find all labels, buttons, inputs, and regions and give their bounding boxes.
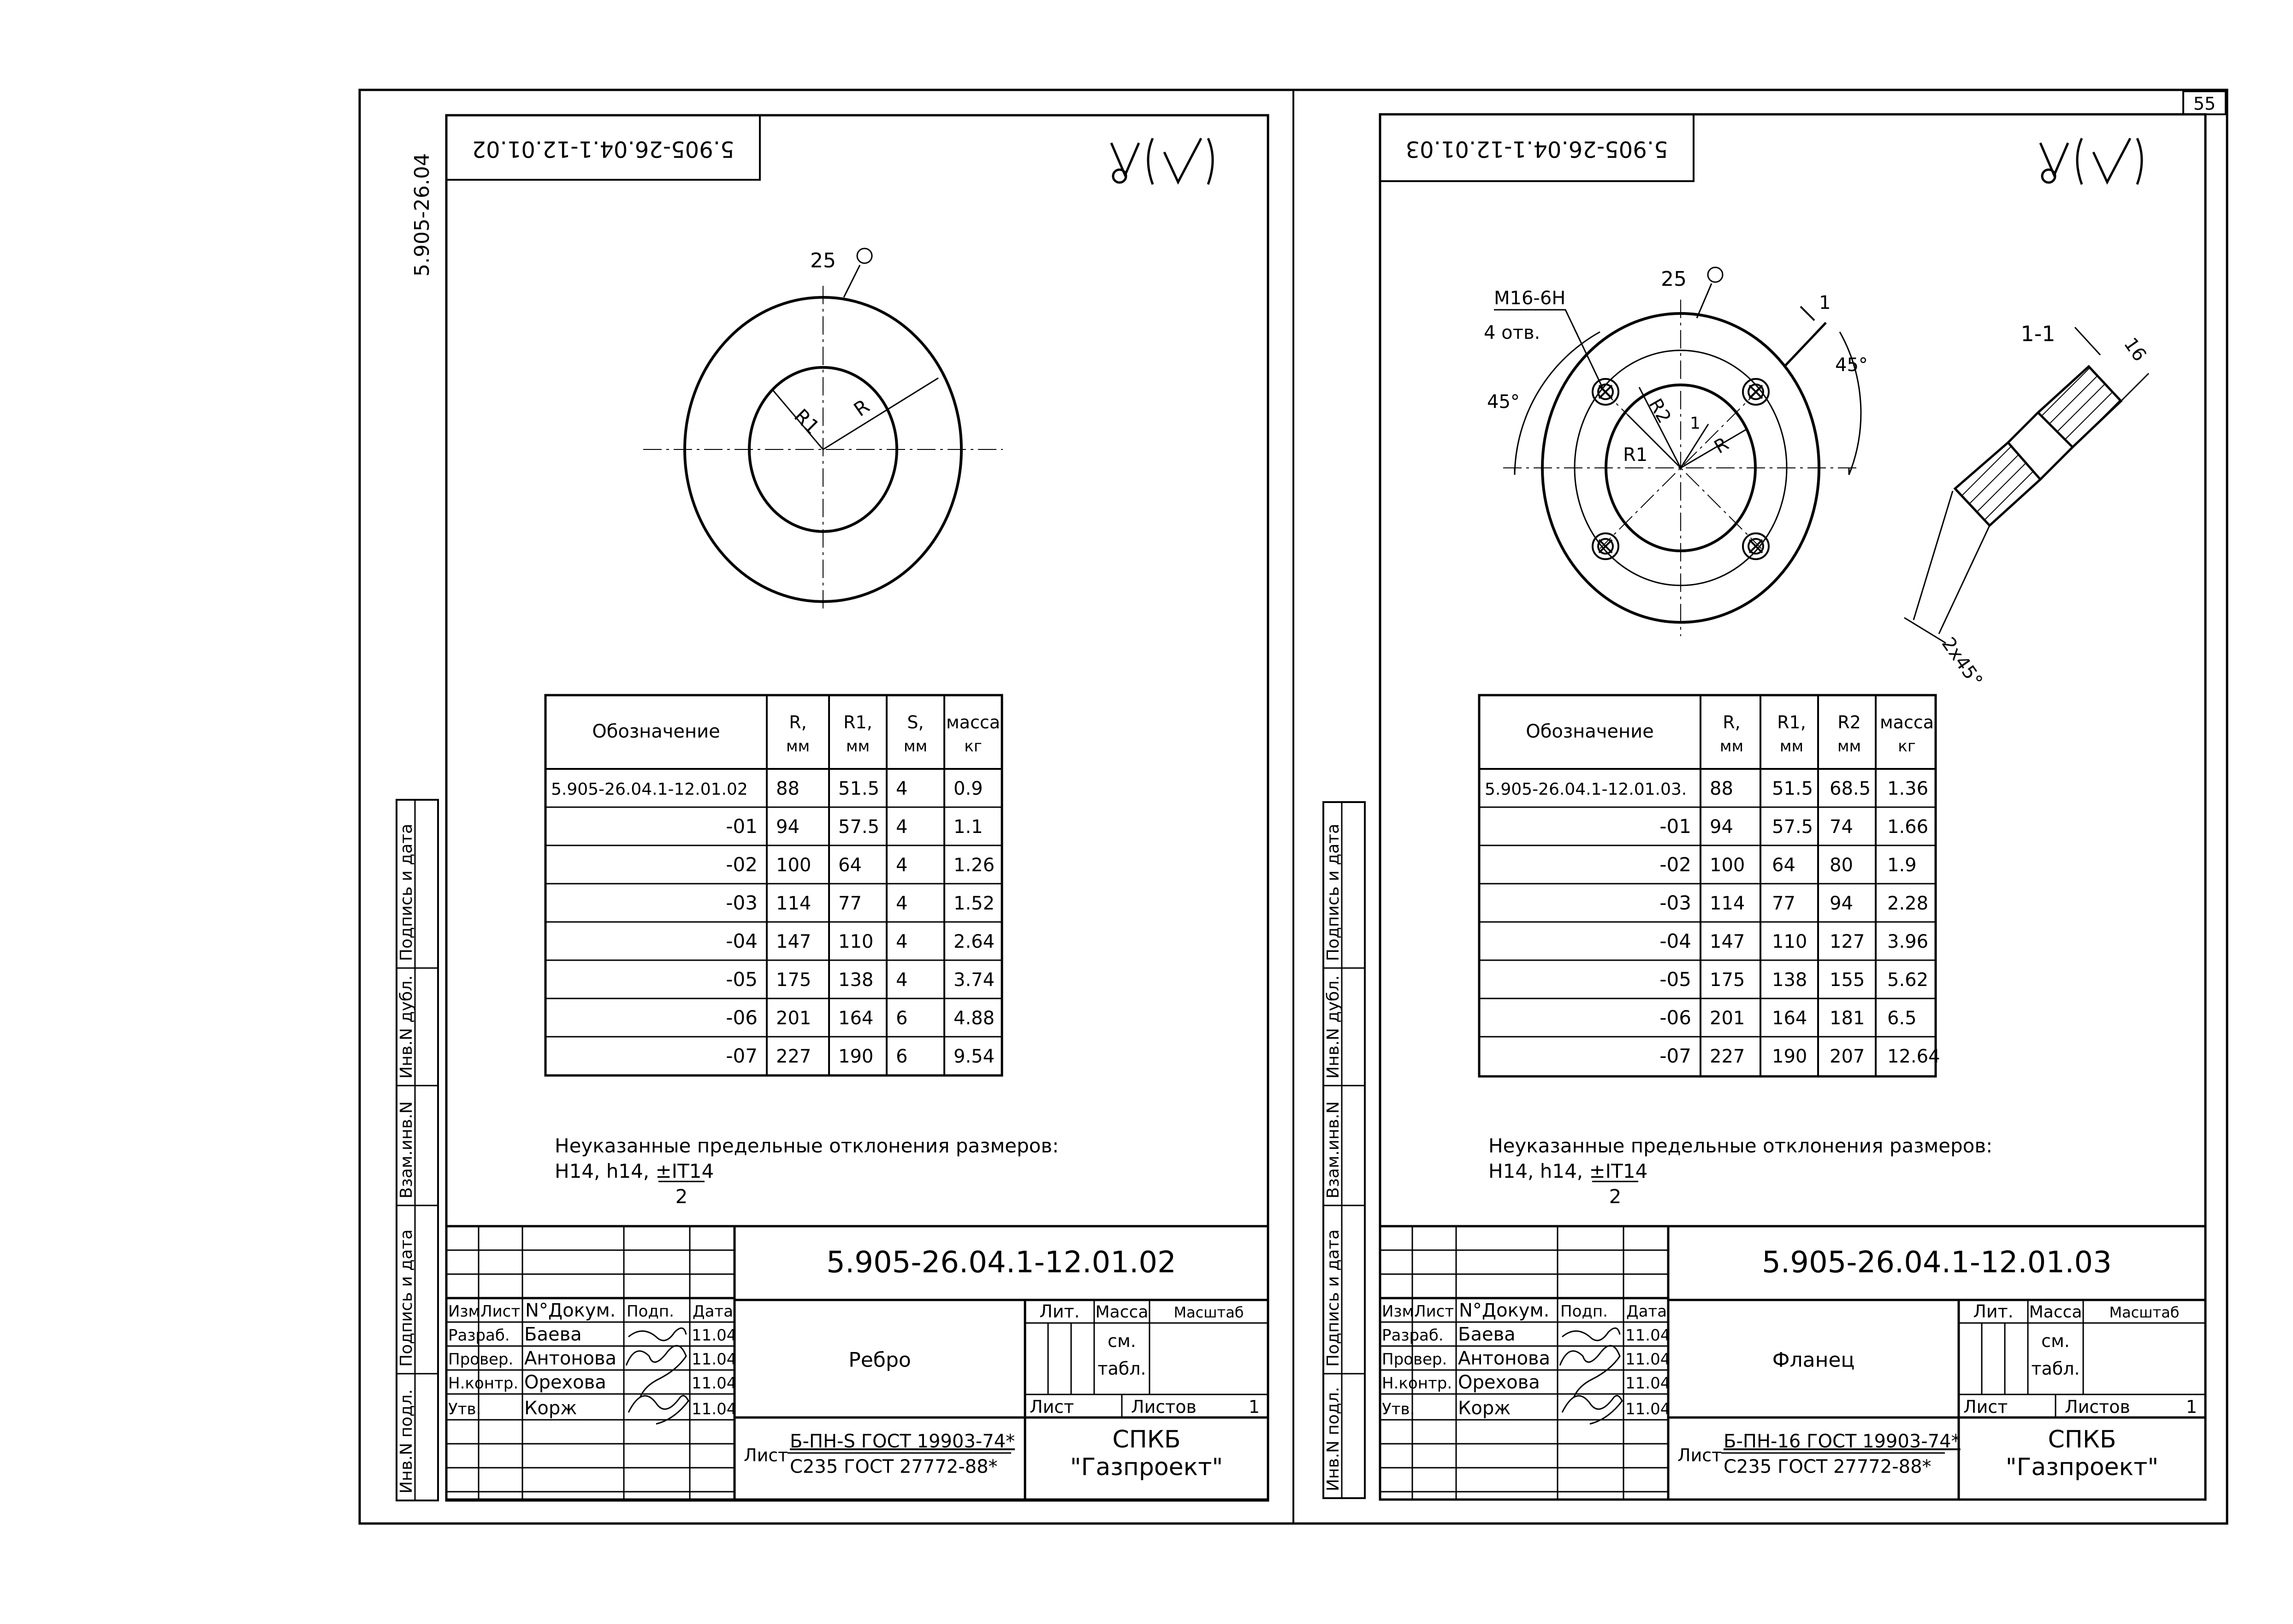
table-cell: 12.64 [1887,1046,1940,1067]
table-cell-designation: -06 [726,1006,758,1029]
table-cell-designation: 5.905-26.04.1-12.01.03. [1485,780,1687,799]
title-block-head: Лист [1414,1302,1454,1321]
table-cell: 3.74 [954,969,995,991]
title-block-date: 11.04 [1625,1374,1671,1393]
table-cell: 77 [1772,893,1795,914]
table-cell-designation: -01 [1659,815,1691,838]
table-cell: 127 [1830,931,1865,952]
table-cell: 227 [1710,1046,1745,1067]
table-cell: 100 [776,855,812,876]
table-cell: 175 [776,969,812,991]
table-header: R1, [1777,712,1806,732]
table-cell: 1.66 [1887,816,1929,838]
title-block-material: С235 ГОСТ 27772-88* [790,1456,998,1477]
table-cell: 201 [776,1008,812,1029]
right-angle-left: 45° [1487,391,1520,413]
table-cell-designation: -07 [726,1045,758,1067]
table-cell-designation: -04 [1659,930,1691,952]
table-header-unit: мм [1837,737,1861,756]
right-drawing [1323,114,2205,1500]
title-block-lit: Лит. [1039,1301,1080,1322]
title-block-material: Б-ПН-S ГОСТ 19903-74* [790,1431,1015,1452]
title-block-date: 11.04 [692,1326,737,1345]
table-cell: 114 [776,893,812,914]
stamp-label: Взам.инв.N [1324,1101,1343,1199]
left-drawing [397,115,1268,1500]
table-cell-designation: -03 [1659,892,1691,914]
table-cell: 147 [776,931,812,952]
right-flange-drawing [1494,267,1861,636]
title-block-date: 11.04 [692,1350,737,1369]
title-block-sheet: Лист [1963,1397,2008,1417]
title-block-role: Утв. [1382,1400,1415,1418]
table-cell: 1.52 [954,893,995,914]
table-cell: 2.28 [1887,893,1929,914]
table-cell-designation: -02 [1659,853,1691,876]
table-header-unit: кг [964,737,982,756]
right-stamp-strip [1323,802,1365,1498]
right-r2-label: R2 [1644,395,1675,427]
table-cell: 4 [896,931,908,952]
table-cell: 2.64 [954,931,995,952]
table-cell: 190 [838,1046,874,1067]
table-cell: 94 [776,816,800,838]
table-cell-designation: -07 [1659,1045,1691,1067]
table-cell: 4 [896,969,908,991]
right-roughness-symbol [2040,138,2142,184]
table-cell: 114 [1710,893,1745,914]
table-cell-designation: -05 [1659,968,1691,991]
table-cell: 201 [1710,1008,1745,1029]
table-header-unit: мм [1719,737,1744,756]
title-block-role: Провер. [448,1350,514,1369]
title-block-mass-value: см. [2041,1331,2070,1351]
right-r1-label: R1 [1623,444,1648,466]
table-cell: 138 [838,969,874,991]
title-block-org: "Газпроект" [2005,1453,2159,1481]
table-header-unit: мм [1779,737,1804,756]
right-note-fraction: 2 [1609,1185,1622,1208]
title-block-person: Баева [524,1324,582,1345]
table-header-unit: мм [903,737,928,756]
right-note-line2: H14, h14, ±IT14 [1488,1160,1648,1182]
title-block-sheet: Лист [1030,1397,1074,1417]
table-cell: 110 [838,931,874,952]
title-block-scale: Масштаб [1173,1304,1244,1321]
table-cell: 64 [1772,855,1795,876]
table-header: R, [789,712,807,732]
left-title-block [446,1226,1268,1500]
title-block-head: Дата [693,1302,734,1321]
table-cell-designation: -05 [726,968,758,991]
right-data-table [1479,695,1940,1076]
title-block-date: 11.04 [1625,1326,1671,1345]
left-note-fraction: 2 [675,1185,688,1208]
left-thickness-label: 25 [810,249,836,272]
table-cell: 227 [776,1046,812,1067]
title-block-mass-value: см. [1108,1331,1136,1351]
table-cell: 88 [776,778,800,799]
table-cell: 4 [896,893,908,914]
stamp-label: Подпись и дата [397,1229,416,1367]
right-thickness-label: 25 [1661,267,1687,291]
left-note-line1: Неуказанные предельные отклонения размеров: [555,1134,1059,1157]
title-block-mass-value: табл. [2031,1358,2080,1379]
table-cell: 9.54 [954,1046,995,1067]
title-block-mass: Масса [2029,1303,2082,1322]
table-cell: 1.1 [954,816,983,838]
title-block-head: N°Докум. [1459,1300,1550,1321]
title-block-material-prefix: Лист [1677,1445,1722,1465]
right-angle-right: 45° [1835,354,1868,376]
left-data-table [545,695,1002,1075]
title-block-role: Провер. [1382,1350,1447,1369]
table-cell: 94 [1830,893,1853,914]
title-block-role: Разраб. [1382,1326,1444,1345]
table-cell: 4.88 [954,1008,995,1029]
table-cell: 175 [1710,969,1745,991]
table-cell-designation: -03 [726,892,758,914]
right-section-thickness: 16 [2119,334,2151,366]
title-block-part-name: Фланец [1772,1348,1855,1372]
title-block-part-name: Ребро [848,1348,911,1372]
left-note-line2: H14, h14, ±IT14 [555,1160,714,1182]
title-block-material-prefix: Лист [744,1445,788,1465]
table-header-unit: мм [786,737,810,756]
title-block-org: СПКБ [1112,1426,1181,1453]
title-block-org: СПКБ [2048,1426,2116,1453]
table-header-unit: мм [846,737,870,756]
table-cell: 51.5 [1772,778,1813,799]
title-block-role: Разраб. [448,1326,510,1345]
table-header-unit: кг [1898,737,1916,756]
table-cell-designation: -06 [1659,1006,1691,1029]
left-roughness-symbol [1111,138,1213,184]
table-cell: 6.5 [1887,1008,1917,1029]
title-block-mass-value: табл. [1097,1358,1146,1379]
title-block-head: Подп. [1560,1302,1608,1321]
title-block-code: 5.905-26.04.1-12.01.03 [1762,1246,2112,1280]
title-block-head: Изм. [1382,1302,1419,1321]
title-block-person: Корж [524,1398,577,1419]
table-cell: 100 [1710,855,1745,876]
right-chamfer-label: 2x45° [1937,633,1987,691]
table-cell: 94 [1710,816,1733,838]
title-block-sheets: Листов [2065,1397,2130,1417]
title-block-person: Антонова [524,1348,616,1369]
table-header: S, [907,712,924,732]
table-cell: 6 [896,1008,908,1029]
title-block-person: Орехова [1458,1372,1540,1393]
table-cell: 1.9 [1887,855,1917,876]
title-block-sheets-count: 1 [1248,1397,1260,1417]
table-cell: 4 [896,855,908,876]
side-series-code: 5.905-26.04 [410,153,434,277]
stamp-label: Подпись и дата [1324,823,1343,961]
table-cell: 5.62 [1887,969,1929,991]
table-cell: 155 [1830,969,1865,991]
page-number: 55 [2193,94,2216,114]
table-cell: 3.96 [1887,931,1929,952]
left-rotated-code: 5.905-26.04.1-12.01.02 [472,136,735,162]
right-one-label: 1 [1690,414,1700,433]
right-thread-label: М16-6Н [1494,288,1566,309]
title-block-material: Б-ПН-16 ГОСТ 19903-74* [1724,1431,1961,1452]
right-section-title: 1-1 [2020,321,2056,346]
left-stamp-strip [397,800,438,1500]
table-cell: 80 [1830,855,1853,876]
table-cell: 190 [1772,1046,1807,1067]
title-block-mass: Масса [1095,1303,1149,1322]
title-block-date: 11.04 [692,1400,737,1418]
signature-scribbles [1560,1328,1622,1424]
right-section-mark: 1 [1819,292,1831,313]
title-block-sheets-count: 1 [2186,1397,2198,1417]
table-cell: 88 [1710,778,1733,799]
table-header: R2 [1837,712,1861,732]
table-header: R, [1723,712,1741,732]
table-cell: 1.26 [954,855,995,876]
table-cell: 110 [1772,931,1807,952]
title-block-role: Н.контр. [448,1374,519,1393]
table-cell: 4 [896,816,908,838]
table-header: масса [946,712,1001,732]
table-header: Обозначение [1526,721,1654,742]
title-block-role: Н.контр. [1382,1374,1452,1393]
table-header: масса [1879,712,1934,732]
table-cell: 0.9 [954,778,983,799]
table-cell: 77 [838,893,862,914]
table-cell-designation: 5.905-26.04.1-12.01.02 [551,780,748,799]
table-cell: 6 [896,1046,908,1067]
right-title-block [1380,1226,2205,1500]
table-cell: 51.5 [838,778,880,799]
table-cell: 1.36 [1887,778,1929,799]
table-cell: 164 [838,1008,874,1029]
left-r1-label: R1 [789,404,824,439]
table-cell-designation: -01 [726,815,758,838]
stamp-label: Инв.N подл. [397,1389,416,1494]
title-block-role: Утв. [448,1400,481,1418]
table-cell: 164 [1772,1008,1807,1029]
title-block-person: Корж [1458,1398,1511,1419]
right-section-view [1904,327,2149,643]
right-note-line1: Неуказанные предельные отклонения размеров: [1488,1134,1993,1157]
table-cell: 74 [1830,816,1853,838]
stamp-label: Взам.инв.N [397,1101,416,1199]
table-cell: 207 [1830,1046,1865,1067]
stamp-label: Инв.N подл. [1324,1387,1343,1491]
table-cell: 181 [1830,1008,1865,1029]
stamp-label: Подпись и дата [1324,1229,1343,1367]
title-block-person: Орехова [524,1372,606,1393]
title-block-scale: Масштаб [2109,1304,2180,1321]
title-block-head: Изм. [448,1302,485,1321]
table-header: R1, [843,712,872,732]
title-block-head: Подп. [627,1302,674,1321]
signature-scribbles [626,1328,688,1424]
title-block-org: "Газпроект" [1070,1453,1223,1481]
table-cell-designation: -02 [726,853,758,876]
table-cell: 68.5 [1830,778,1871,799]
table-header: Обозначение [592,721,720,742]
left-ring-drawing [643,248,1003,613]
right-rotated-code: 5.905-26.04.1-12.01.03 [1405,136,1668,162]
table-cell: 64 [838,855,862,876]
table-cell: 138 [1772,969,1807,991]
right-r-label: R [1711,433,1733,458]
title-block-material: С235 ГОСТ 27772-88* [1724,1456,1932,1477]
table-cell: 147 [1710,931,1745,952]
table-cell: 57.5 [1772,816,1813,838]
left-r-label: R [849,395,874,421]
title-block-lit: Лит. [1973,1301,2014,1322]
title-block-head: Лист [480,1302,521,1321]
stamp-label: Инв.N дубл. [1324,975,1343,1079]
stamp-label: Подпись и дата [397,823,416,961]
table-cell: 57.5 [838,816,880,838]
title-block-head: N°Докум. [525,1300,616,1321]
title-block-head: Дата [1626,1302,1667,1321]
title-block-person: Баева [1458,1324,1516,1345]
title-block-date: 11.04 [1625,1400,1671,1418]
title-block-date: 11.04 [1625,1350,1671,1369]
right-holes-label: 4 отв. [1484,322,1541,343]
title-block-person: Антонова [1458,1348,1550,1369]
table-cell: 4 [896,778,908,799]
table-cell-designation: -04 [726,930,758,952]
title-block-code: 5.905-26.04.1-12.01.02 [826,1246,1176,1280]
stamp-label: Инв.N дубл. [397,975,416,1079]
title-block-sheets: Листов [1131,1397,1197,1417]
title-block-date: 11.04 [692,1374,737,1393]
